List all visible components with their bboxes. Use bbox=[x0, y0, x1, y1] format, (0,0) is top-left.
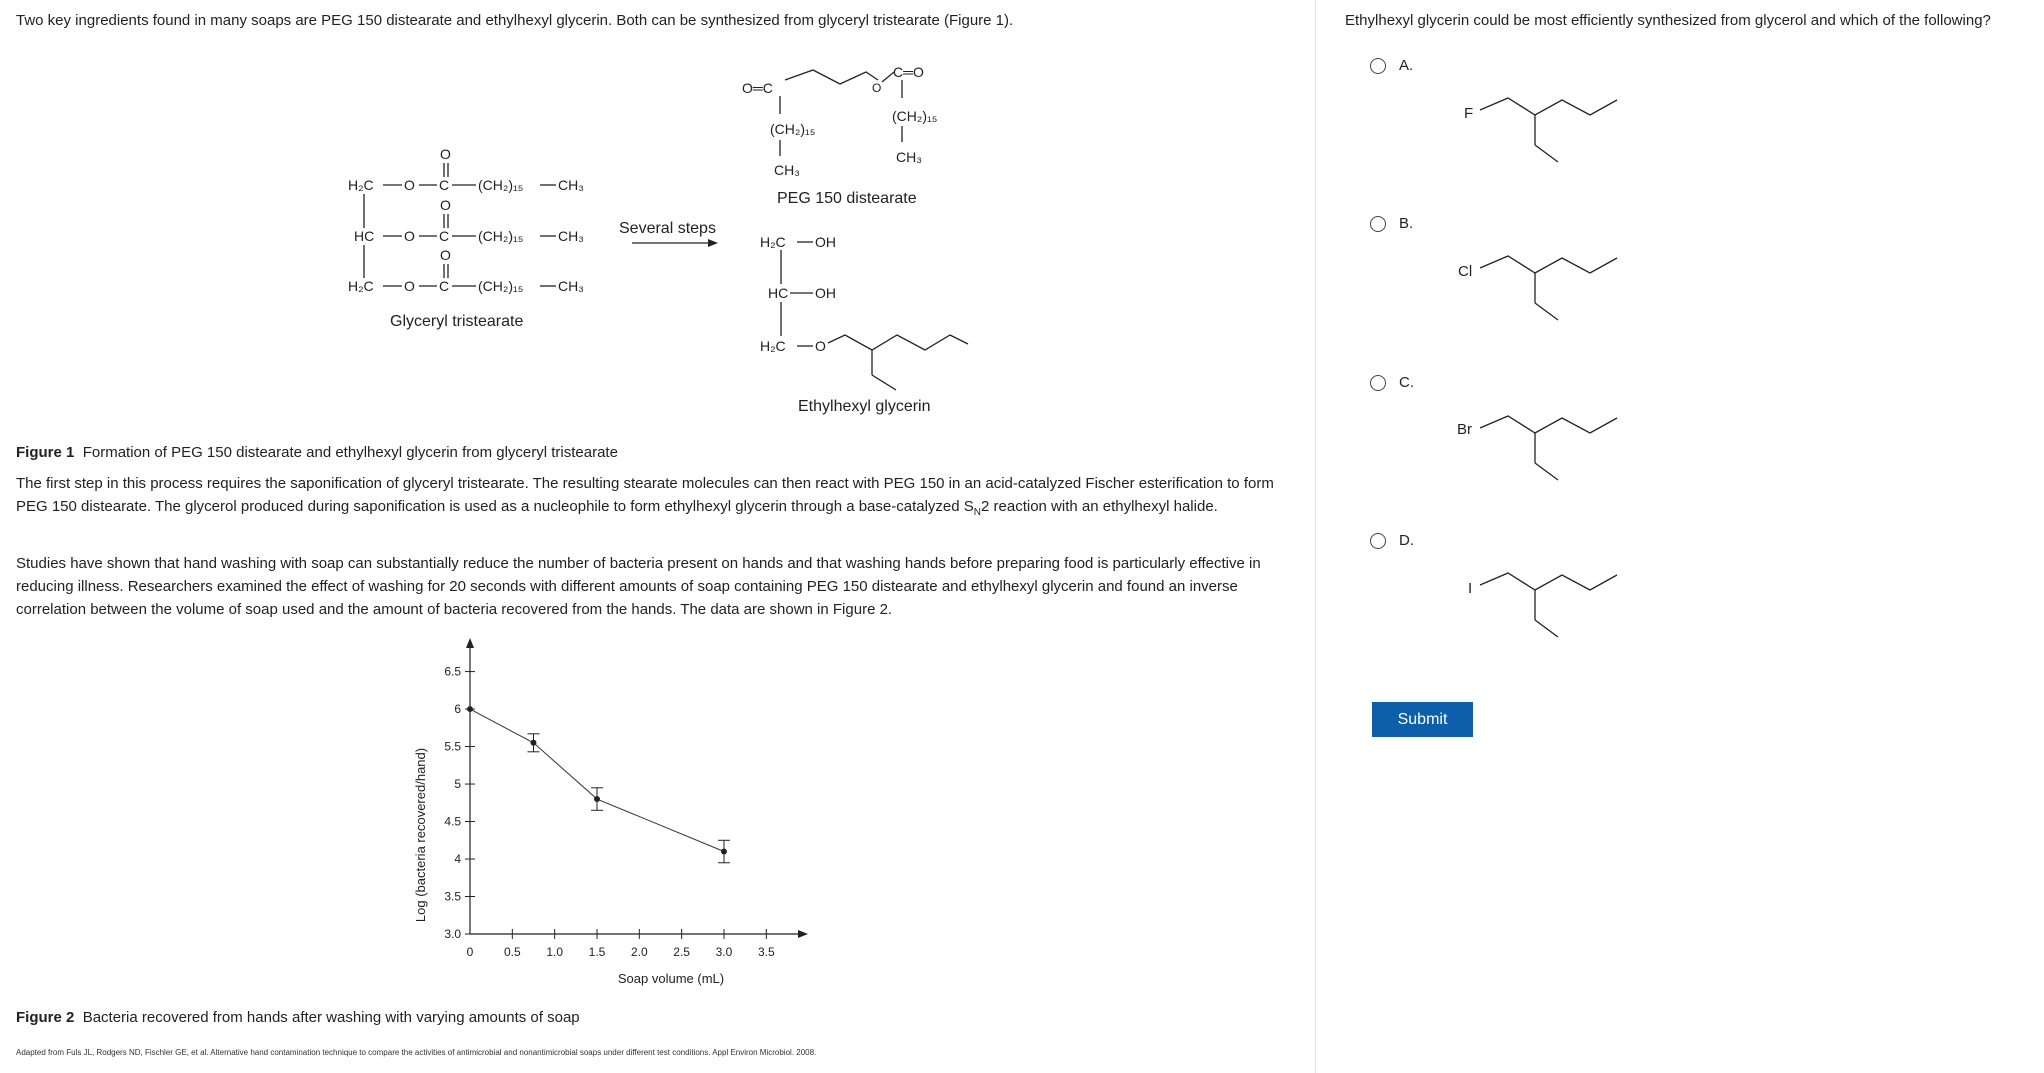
chem-chain-1: (CH₂)₁₅ bbox=[478, 177, 524, 193]
peg150-distearate-structure bbox=[742, 64, 937, 178]
figure1-label: Figure 1 bbox=[16, 444, 75, 461]
ethylhexyl-glycerin-structure bbox=[760, 234, 968, 390]
option-b-radio[interactable] bbox=[1370, 216, 1386, 232]
figure1-caption-text: Formation of PEG 150 distearate and ethylhexyl glycerin from glyceryl tristearate bbox=[82, 444, 618, 461]
option-d[interactable] bbox=[1370, 532, 1414, 549]
y-tick-label: 4 bbox=[454, 852, 461, 867]
x-axis-label: Soap volume (mL) bbox=[617, 971, 725, 986]
figure2-label: Figure 2 bbox=[16, 1009, 75, 1026]
option-c-halogen: Br bbox=[1457, 421, 1472, 438]
option-a-structure bbox=[1450, 90, 1670, 175]
figure2-caption-text: Bacteria recovered from hands after washing with varying amounts of soap bbox=[82, 1009, 580, 1026]
product1-name: PEG 150 distearate bbox=[777, 190, 917, 207]
x-tick-label: 2.5 bbox=[673, 945, 690, 959]
figure2-chart bbox=[400, 638, 920, 998]
submit-button[interactable]: Submit bbox=[1372, 702, 1473, 737]
option-d-structure bbox=[1450, 565, 1670, 650]
data-series-line bbox=[470, 709, 724, 851]
chem-o-carbonyl-3: O bbox=[440, 247, 451, 263]
product2-name: Ethylhexyl glycerin bbox=[798, 398, 931, 415]
y-tick-label: 6.5 bbox=[444, 664, 461, 679]
option-c-letter: C. bbox=[1399, 374, 1414, 391]
data-point bbox=[721, 849, 727, 855]
figure1-caption bbox=[16, 441, 618, 464]
option-b-halogen: Cl bbox=[1458, 263, 1473, 280]
option-d-halogen: I bbox=[1468, 580, 1473, 597]
y-tick-label: 5.5 bbox=[444, 739, 461, 754]
chem-ester-o: O bbox=[872, 81, 882, 95]
figure2-caption bbox=[16, 1006, 580, 1029]
glyceryl-tristearate-structure bbox=[348, 146, 584, 294]
paragraph-1 bbox=[16, 472, 1286, 524]
x-tick-label: 3.0 bbox=[715, 945, 733, 959]
chem-o-carbonyl-1: O bbox=[440, 146, 451, 162]
reaction-arrow-head bbox=[708, 239, 718, 247]
chem-hc-mid: HC bbox=[768, 285, 789, 301]
chem-h2c-1: H₂C bbox=[348, 177, 374, 193]
intro-text: Two key ingredients found in many soaps are PEG 150 distearate and ethylhexyl glycerin. Both can be synthesized from glyceryl tristearate (Figure 1). bbox=[16, 12, 1014, 29]
arrow-label: Several steps bbox=[619, 220, 716, 237]
paragraph-1-text-a: The first step in this process requires the saponification of glyceryl tristearate. The resulting stearate molecules can then react with PEG 150 in an acid-catalyzed Fischer esterification to form PEG 150 distearate. The glycerol produced during saponification is used as a nucleophile to form ethylhexyl glycerin through a base-catalyzed S bbox=[16, 475, 1274, 515]
option-b-letter: B. bbox=[1399, 215, 1414, 232]
chem-ch3-right: CH₃ bbox=[896, 149, 922, 165]
option-c-radio[interactable] bbox=[1370, 375, 1386, 391]
chem-o-2: O bbox=[404, 228, 415, 244]
y-axis-label: Log (bacteria recovered/hand) bbox=[413, 747, 428, 923]
y-tick-label: 5 bbox=[454, 777, 461, 792]
chem-c-1: C bbox=[439, 177, 450, 193]
chem-c-3: C bbox=[439, 278, 450, 294]
option-a-letter: A. bbox=[1399, 57, 1414, 74]
option-a-radio[interactable] bbox=[1370, 58, 1386, 74]
paragraph-1-text-b: 2 reaction with an ethylhexyl halide. bbox=[981, 498, 1218, 515]
chem-ch3-1: CH₃ bbox=[558, 177, 584, 193]
chem-ch3-3: CH₃ bbox=[558, 278, 584, 294]
x-tick-label: 0.5 bbox=[503, 945, 521, 959]
x-tick-label: 2.0 bbox=[630, 945, 648, 959]
panel-divider bbox=[1315, 0, 1316, 1073]
y-tick-label: 4.5 bbox=[444, 814, 461, 829]
option-b[interactable] bbox=[1370, 215, 1413, 232]
chem-oc-left: O═C bbox=[742, 80, 773, 96]
x-tick-label: 1.0 bbox=[546, 945, 564, 959]
chem-co-right: C═O bbox=[893, 64, 924, 80]
question-text: Ethylhexyl glycerin could be most efficiently synthesized from glycerol and which of the following? bbox=[1345, 12, 1991, 29]
figure1-scheme bbox=[0, 40, 1300, 425]
chem-chain-right: (CH₂)₁₅ bbox=[892, 108, 938, 124]
chem-c-2: C bbox=[439, 228, 450, 244]
option-d-radio[interactable] bbox=[1370, 533, 1386, 549]
chem-chain-3: (CH₂)₁₅ bbox=[478, 278, 524, 294]
chem-chain-2: (CH₂)₁₅ bbox=[478, 228, 524, 244]
y-axis-arrow bbox=[466, 638, 474, 648]
paragraph-2: Studies have shown that hand washing with soap can substantially reduce the number of bacteria present on hands and that washing hands before preparing food is particularly effective in reducing illness. Researchers examined the effect of washing for 20 seconds with different amounts of soap containing PEG 150 distearate and ethylhexyl glycerin and found an inverse correlation between the volume of soap used and the amount of bacteria recovered from the hands. The data are shown in Figure 2. bbox=[16, 555, 1261, 618]
chem-ch3-2: CH₃ bbox=[558, 228, 584, 244]
reactant-name: Glyceryl tristearate bbox=[390, 313, 524, 330]
chem-h2c-bot: H₂C bbox=[760, 338, 786, 354]
chem-ether-o: O bbox=[815, 338, 826, 354]
y-tick-label: 6 bbox=[454, 702, 461, 717]
data-point bbox=[467, 706, 473, 712]
source-credit: Adapted from Fuls JL, Rodgers ND, Fischler GE, et al. Alternative hand contamination technique to compare the activities of antimicrobial and nonantimicrobial soaps under different test conditions. Appl Environ Microbiol. 2008. bbox=[16, 1048, 817, 1057]
x-tick-label: 3.5 bbox=[757, 945, 775, 959]
chem-oh-1: OH bbox=[815, 234, 836, 250]
y-tick-label: 3.0 bbox=[444, 927, 461, 941]
option-c-structure bbox=[1450, 408, 1670, 493]
x-tick-label: 0 bbox=[466, 945, 474, 959]
y-tick-label: 3.5 bbox=[444, 889, 461, 904]
x-axis-arrow bbox=[798, 930, 808, 938]
chem-h2c-top: H₂C bbox=[760, 234, 786, 250]
chem-hc: HC bbox=[354, 228, 375, 244]
chem-o-3: O bbox=[404, 278, 415, 294]
chem-oh-2: OH bbox=[815, 285, 836, 301]
chem-o-carbonyl-2: O bbox=[440, 197, 451, 213]
option-d-letter: D. bbox=[1399, 532, 1414, 549]
option-a[interactable] bbox=[1370, 57, 1413, 74]
option-c[interactable] bbox=[1370, 374, 1414, 391]
option-a-halogen: F bbox=[1464, 105, 1474, 122]
paragraph-1-subscript: N bbox=[973, 507, 982, 518]
chem-o-1: O bbox=[404, 177, 415, 193]
chem-ch3-left: CH₃ bbox=[774, 162, 800, 178]
data-point bbox=[530, 740, 536, 746]
x-tick-label: 1.5 bbox=[588, 945, 606, 959]
data-point bbox=[594, 796, 600, 802]
option-b-structure bbox=[1450, 248, 1670, 333]
chem-chain-left: (CH₂)₁₅ bbox=[770, 121, 816, 137]
chem-h2c-3: H₂C bbox=[348, 278, 374, 294]
